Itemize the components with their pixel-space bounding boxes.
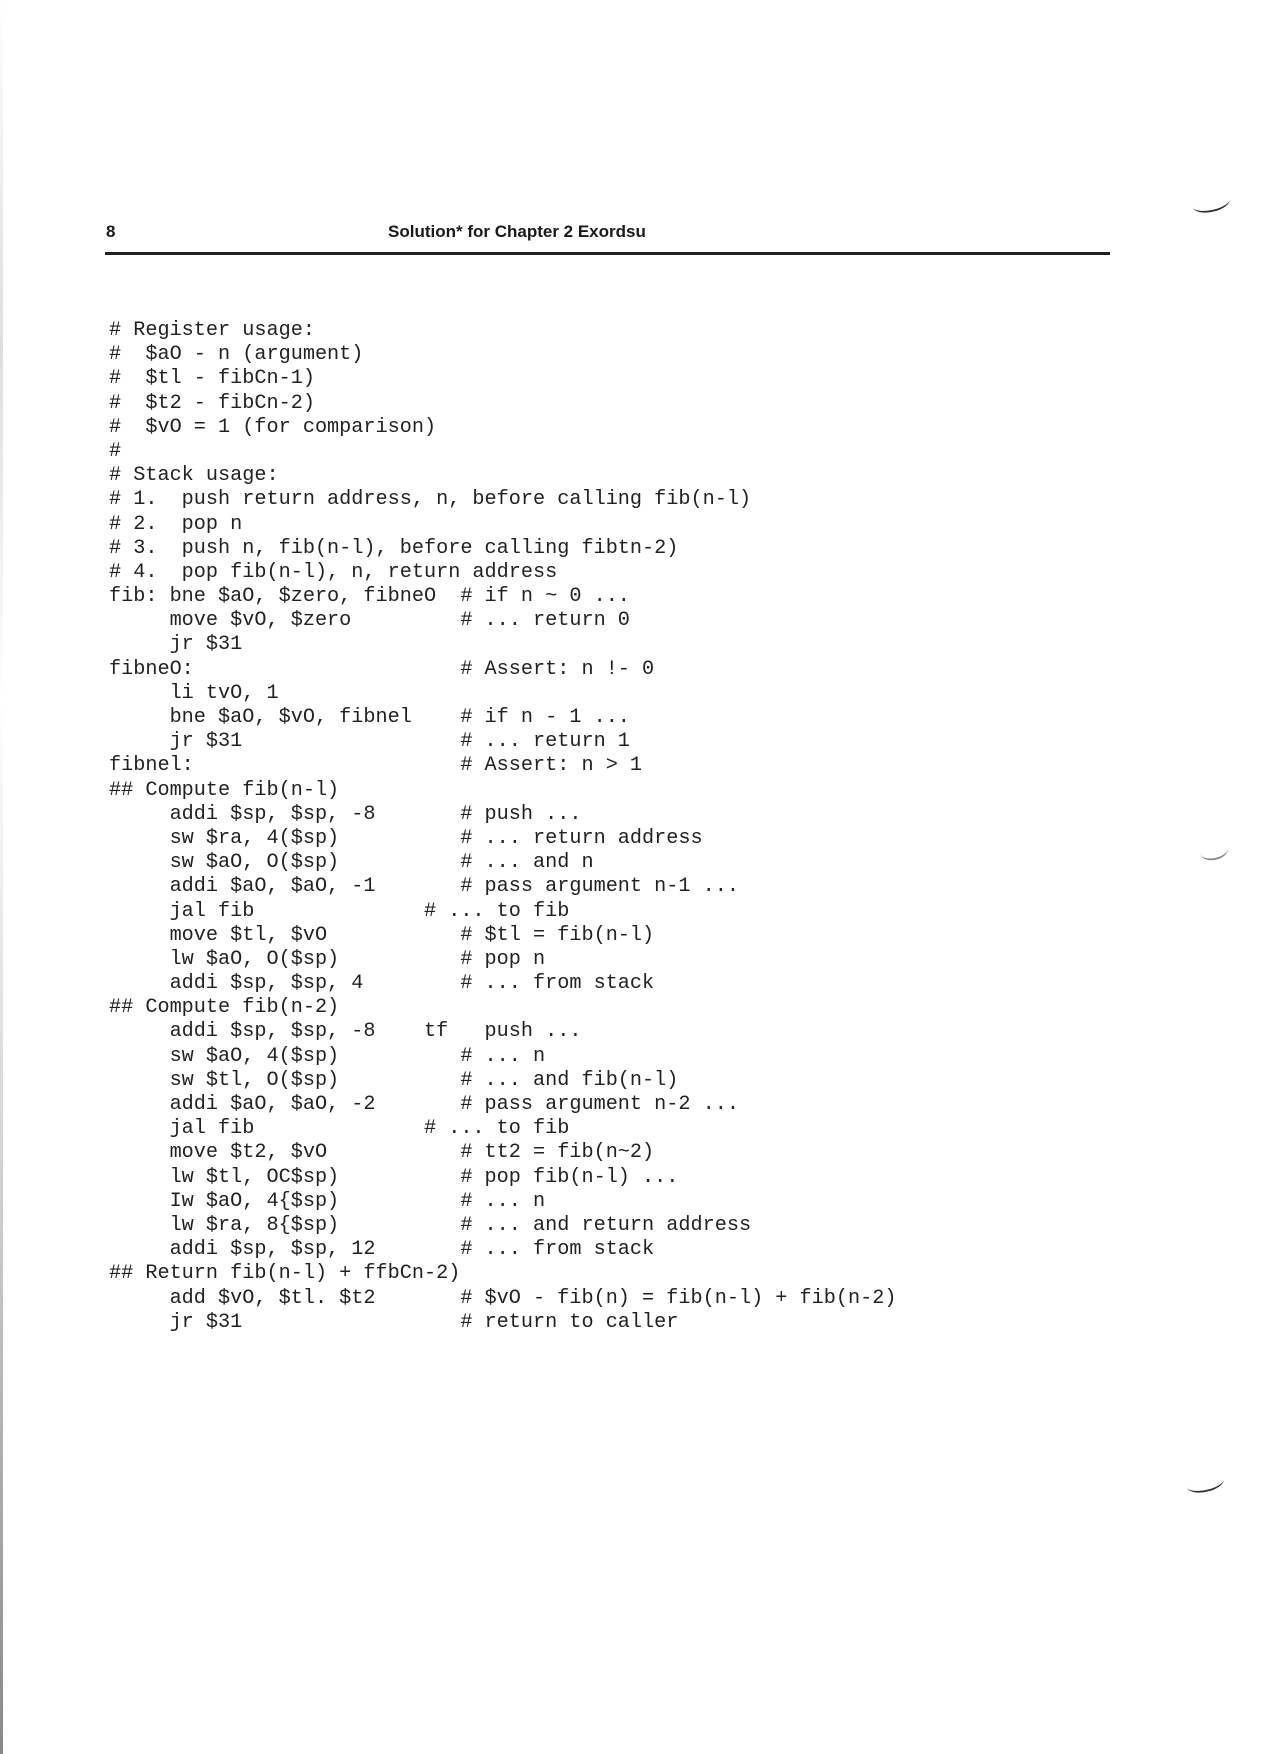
code-line: jr $31 # ... return 1 bbox=[109, 730, 630, 754]
code-line: sw $ra, 4($sp) # ... return address bbox=[109, 826, 703, 850]
code-line: # 1. push return address, n, before calling fib(n-l) bbox=[109, 488, 752, 512]
code-line: bne $aO, $vO, fibnel # if n - 1 ... bbox=[109, 706, 630, 729]
code-line: fib: bne $aO, $zero, fibneO # if n ~ 0 ... bbox=[109, 585, 630, 609]
code-line: # Register usage: bbox=[109, 319, 315, 342]
code-line: fibneO: # Assert: n !- 0 bbox=[109, 657, 655, 681]
code-line: ## Return fib(n-l) + ffbCn-2) bbox=[109, 1262, 461, 1286]
code-line: addi $sp, $sp, 4 # ... from stack bbox=[109, 972, 655, 996]
code-line: # $aO - n (argument) bbox=[109, 343, 364, 367]
code-line: # Stack usage: bbox=[109, 464, 279, 488]
code-line: ## Compute fib(n-2) bbox=[109, 996, 340, 1020]
code-line: ## Compute fib(n-l) bbox=[109, 778, 340, 802]
code-line: # bbox=[109, 439, 122, 463]
margin-mark bbox=[1185, 1470, 1226, 1496]
code-line: jal fib # ... to fib bbox=[109, 899, 570, 923]
code-line: # 4. pop fib(n-l), n, return address bbox=[109, 560, 558, 584]
margin-mark bbox=[1191, 190, 1232, 216]
code-line: sw $tl, O($sp) # ... and fib(n-l) bbox=[109, 1068, 679, 1092]
running-title: Solution* for Chapter 2 Exordsu bbox=[388, 222, 646, 241]
code-line: jr $31 bbox=[109, 633, 243, 657]
code-line: addi $sp, $sp, 12 # ... from stack bbox=[109, 1238, 655, 1262]
code-line: fibnel: # Assert: n > 1 bbox=[109, 754, 643, 778]
code-line: Iw $aO, 4{$sp) # ... n bbox=[109, 1189, 546, 1213]
code-line: jal fib # ... to fib bbox=[109, 1117, 570, 1141]
code-line: jr $31 # return to caller bbox=[109, 1310, 679, 1334]
page-number: 8 bbox=[106, 222, 116, 241]
code-line: move $tl, $vO # $tl = fib(n-l) bbox=[109, 923, 655, 947]
header-rule bbox=[105, 252, 1110, 255]
code-line: # 3. push n, fib(n-l), before calling fibtn-2) bbox=[109, 536, 679, 560]
code-line: lw $aO, O($sp) # pop n bbox=[109, 947, 546, 971]
code-line: # $tl - fibCn-1) bbox=[109, 367, 315, 391]
code-line: move $vO, $zero # ... return 0 bbox=[109, 609, 630, 633]
code-line: addi $sp, $sp, -8 # push ... bbox=[109, 802, 582, 826]
code-line: # 2. pop n bbox=[109, 512, 243, 536]
code-line: addi $sp, $sp, -8 tf push ... bbox=[109, 1020, 582, 1044]
code-line: addi $aO, $aO, -1 # pass argument n-1 ... bbox=[109, 875, 739, 899]
code-line: # $vO = 1 (for comparison) bbox=[109, 415, 437, 439]
code-line: sw $aO, O($sp) # ... and n bbox=[109, 851, 594, 875]
code-line: addi $aO, $aO, -2 # pass argument n-2 ... bbox=[109, 1093, 739, 1116]
code-line: move $t2, $vO # tt2 = fib(n~2) bbox=[109, 1141, 655, 1165]
code-line: lw $ra, 8{$sp) # ... and return address bbox=[109, 1213, 752, 1237]
code-listing bbox=[109, 319, 896, 1335]
scan-edge bbox=[0, 0, 3, 1754]
code-line: add $vO, $tl. $t2 # $vO - fib(n) = fib(n-l) + fib(n-2) bbox=[109, 1286, 897, 1310]
code-line: sw $aO, 4($sp) # ... n bbox=[109, 1044, 546, 1068]
margin-mark bbox=[1198, 839, 1229, 862]
code-line: lw $tl, OC$sp) # pop fib(n-l) ... bbox=[109, 1165, 679, 1189]
code-line: # $t2 - fibCn-2) bbox=[109, 391, 315, 415]
code-line: li tvO, 1 bbox=[109, 681, 279, 705]
